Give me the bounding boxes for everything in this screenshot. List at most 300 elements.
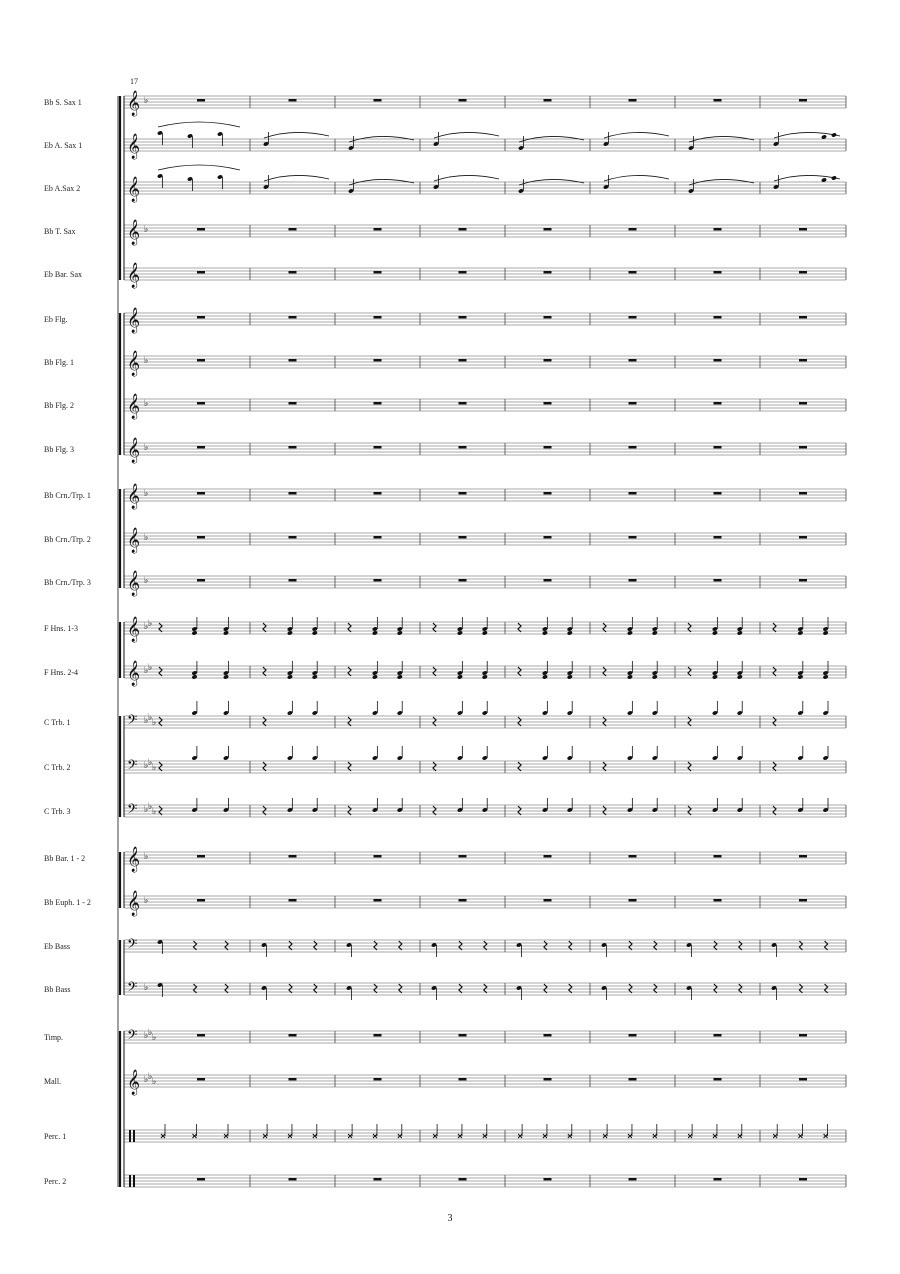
quarter-rest [484, 941, 487, 950]
staff-eb-a-sax-2 [124, 165, 846, 202]
quarter-rest [629, 941, 632, 950]
whole-rest [289, 1178, 297, 1180]
flat-sign: ♭ [148, 1028, 153, 1038]
whole-rest [714, 99, 722, 101]
quarter-rest [518, 762, 521, 771]
instrument-label: Bb T. Sax [44, 227, 76, 236]
quarter-rest [289, 941, 292, 950]
whole-rest [629, 1034, 637, 1036]
staff-perc-1 [124, 1124, 846, 1142]
instrument-label: C Trb. 1 [44, 718, 71, 727]
whole-rest [197, 359, 205, 361]
whole-rest [459, 271, 467, 273]
staff-eb-a-sax-1 [124, 122, 846, 159]
treble-clef: 𝄞 [127, 891, 141, 916]
staff-c-trb-2 [124, 746, 846, 776]
whole-rest [374, 579, 382, 581]
whole-rest [629, 579, 637, 581]
flat-sign: ♭ [148, 758, 153, 768]
whole-rest [799, 492, 807, 494]
whole-rest [629, 1078, 637, 1080]
whole-rest [629, 99, 637, 101]
quarter-rest [348, 667, 351, 676]
treble-clef: 𝄞 [127, 220, 141, 245]
bass-clef: 𝄢 [127, 1027, 138, 1046]
whole-rest [629, 536, 637, 538]
quarter-rest [654, 941, 657, 950]
quarter-rest [433, 762, 436, 771]
staff-eb-flg- [124, 307, 846, 333]
quarter-rest [348, 806, 351, 815]
whole-rest [629, 271, 637, 273]
whole-rest [714, 492, 722, 494]
quarter-rest [603, 623, 606, 632]
staff-eb-bar-sax [124, 262, 846, 288]
whole-rest [197, 579, 205, 581]
whole-rest [374, 446, 382, 448]
quarter-rest [739, 941, 742, 950]
quarter-rest [433, 806, 436, 815]
whole-rest [289, 99, 297, 101]
quarter-rest [159, 717, 162, 726]
quarter-rest [314, 941, 317, 950]
whole-rest [629, 899, 637, 901]
whole-rest [714, 1178, 722, 1180]
whole-rest [629, 316, 637, 318]
whole-rest [197, 1034, 205, 1036]
quarter-rest [263, 623, 266, 632]
quarter-rest [688, 806, 691, 815]
bass-clef: 𝄢 [127, 936, 138, 955]
whole-rest [374, 359, 382, 361]
instrument-label: Eb A.Sax 2 [44, 184, 81, 193]
staff-bb-crn-trp-1 [124, 483, 846, 509]
bass-clef: 𝄢 [127, 979, 138, 998]
whole-rest [459, 402, 467, 404]
staff-eb-bass [124, 936, 846, 957]
quarter-rest [825, 984, 828, 993]
quarter-rest [773, 717, 776, 726]
instrument-label: Bb Flg. 1 [44, 358, 75, 367]
whole-rest [714, 359, 722, 361]
flat-sign: ♭ [144, 622, 149, 632]
quarter-rest [518, 667, 521, 676]
whole-rest [714, 536, 722, 538]
instrument-labels [44, 98, 91, 1186]
whole-rest [374, 536, 382, 538]
slur [158, 122, 240, 127]
staff-c-trb-3 [124, 798, 846, 820]
quarter-rest [629, 984, 632, 993]
instrument-label: C Trb. 2 [44, 763, 71, 772]
quarter-rest [825, 941, 828, 950]
slur [774, 132, 840, 138]
whole-rest [374, 228, 382, 230]
staff-f-hns-1-3 [124, 616, 846, 642]
whole-rest [799, 1078, 807, 1080]
quarter-rest [518, 806, 521, 815]
slur [434, 132, 499, 138]
whole-rest [459, 1034, 467, 1036]
quarter-rest [544, 984, 547, 993]
quarter-rest [289, 984, 292, 993]
quarter-rest [348, 717, 351, 726]
instrument-label: Mall. [44, 1077, 62, 1086]
whole-rest [374, 492, 382, 494]
flat-sign: ♭ [144, 852, 149, 862]
whole-rest [629, 446, 637, 448]
whole-rest [459, 855, 467, 857]
whole-rest [714, 316, 722, 318]
quarter-rest [518, 623, 521, 632]
staff-bb-bar-1-2 [124, 846, 846, 872]
slur [434, 175, 499, 181]
staff-bb-t-sax [124, 219, 846, 245]
whole-rest [289, 899, 297, 901]
instrument-label: Timp. [44, 1033, 64, 1042]
whole-rest [544, 271, 552, 273]
whole-rest [374, 855, 382, 857]
whole-rest [629, 228, 637, 230]
whole-rest [197, 492, 205, 494]
quarter-rest [773, 667, 776, 676]
whole-rest [799, 316, 807, 318]
whole-rest [544, 446, 552, 448]
whole-rest [714, 1078, 722, 1080]
whole-rest [629, 402, 637, 404]
instrument-label: Bb Bass [44, 985, 71, 994]
quarter-rest [688, 623, 691, 632]
quarter-rest [225, 984, 228, 993]
whole-rest [289, 855, 297, 857]
quarter-rest [459, 941, 462, 950]
whole-rest [714, 855, 722, 857]
whole-rest [799, 855, 807, 857]
treble-clef: 𝄞 [127, 177, 141, 202]
quarter-rest [569, 941, 572, 950]
quarter-rest [159, 806, 162, 815]
whole-rest [544, 359, 552, 361]
quarter-rest [739, 984, 742, 993]
flat-sign: ♭ [144, 716, 149, 726]
treble-clef: 𝄞 [127, 438, 141, 463]
instrument-label: Eb Flg. [44, 315, 68, 324]
whole-rest [459, 228, 467, 230]
quarter-rest [714, 941, 717, 950]
whole-rest [197, 402, 205, 404]
instrument-label: Bb Flg. 3 [44, 445, 75, 454]
whole-rest [374, 99, 382, 101]
whole-rest [544, 855, 552, 857]
whole-rest [629, 855, 637, 857]
whole-rest [459, 359, 467, 361]
quarter-rest [603, 806, 606, 815]
flat-sign: ♭ [144, 489, 149, 499]
flat-sign: ♭ [148, 619, 153, 629]
quarter-rest [159, 762, 162, 771]
staff-bb-crn-trp-2 [124, 527, 846, 553]
quarter-rest [374, 941, 377, 950]
quarter-rest [263, 806, 266, 815]
flat-sign: ♭ [152, 1077, 157, 1087]
quarter-rest [544, 941, 547, 950]
whole-rest [289, 359, 297, 361]
whole-rest [544, 99, 552, 101]
quarter-rest [194, 941, 197, 950]
quarter-rest [799, 984, 802, 993]
bass-clef: 𝄢 [127, 712, 138, 731]
staff-bb-flg-2 [124, 393, 846, 419]
whole-rest [289, 316, 297, 318]
whole-rest [374, 271, 382, 273]
whole-rest [197, 1178, 205, 1180]
whole-rest [374, 1078, 382, 1080]
whole-rest [289, 402, 297, 404]
quarter-rest [688, 717, 691, 726]
whole-rest [544, 402, 552, 404]
instrument-label: Perc. 1 [44, 1132, 67, 1141]
whole-rest [459, 492, 467, 494]
slur [604, 175, 669, 181]
whole-rest [714, 402, 722, 404]
whole-rest [799, 271, 807, 273]
treble-clef: 𝄞 [127, 484, 141, 509]
whole-rest [799, 1178, 807, 1180]
quarter-rest [399, 984, 402, 993]
whole-rest [374, 1034, 382, 1036]
slur [264, 132, 329, 138]
whole-rest [374, 899, 382, 901]
whole-rest [799, 402, 807, 404]
quarter-rest [773, 806, 776, 815]
whole-rest [197, 228, 205, 230]
whole-rest [714, 1034, 722, 1036]
whole-rest [629, 1178, 637, 1180]
instrument-label: Eb Bass [44, 942, 70, 951]
treble-clef: 𝄞 [127, 847, 141, 872]
flat-sign: ♭ [144, 533, 149, 543]
quarter-rest [714, 984, 717, 993]
quarter-rest [688, 762, 691, 771]
whole-rest [799, 228, 807, 230]
bass-clef: 𝄢 [127, 801, 138, 820]
treble-clef: 𝄞 [127, 1070, 141, 1095]
treble-clef: 𝄞 [127, 263, 141, 288]
whole-rest [544, 492, 552, 494]
quarter-rest [484, 984, 487, 993]
instrument-label: F Hns. 2-4 [44, 668, 79, 677]
treble-clef: 𝄞 [127, 351, 141, 376]
whole-rest [289, 271, 297, 273]
quarter-rest [688, 667, 691, 676]
whole-rest [544, 1034, 552, 1036]
quarter-rest [459, 984, 462, 993]
staff-c-trb-1 [124, 701, 846, 731]
whole-rest [459, 316, 467, 318]
quarter-rest [433, 717, 436, 726]
whole-rest [544, 228, 552, 230]
whole-rest [374, 402, 382, 404]
staff-bb-bass [124, 979, 846, 1000]
whole-rest [799, 579, 807, 581]
quarter-rest [159, 667, 162, 676]
instrument-label: Bb Crn./Trp. 3 [44, 578, 91, 587]
whole-rest [799, 536, 807, 538]
whole-rest [459, 579, 467, 581]
whole-rest [289, 536, 297, 538]
flat-sign: ♭ [152, 718, 157, 728]
treble-clef: 𝄞 [127, 394, 141, 419]
quarter-rest [799, 941, 802, 950]
treble-clef: 𝄞 [127, 528, 141, 553]
whole-rest [459, 536, 467, 538]
whole-rest [459, 446, 467, 448]
percussion-clef [133, 1175, 135, 1187]
whole-rest [289, 1078, 297, 1080]
whole-rest [714, 228, 722, 230]
quarter-rest [314, 984, 317, 993]
staff-timp- [124, 1027, 846, 1046]
quarter-rest [263, 717, 266, 726]
quarter-rest [374, 984, 377, 993]
flat-sign: ♭ [144, 805, 149, 815]
whole-rest [459, 1078, 467, 1080]
flat-sign: ♭ [144, 225, 149, 235]
whole-rest [799, 99, 807, 101]
whole-rest [544, 1178, 552, 1180]
slur [774, 175, 840, 181]
flat-sign: ♭ [144, 896, 149, 906]
percussion-clef [133, 1130, 135, 1142]
whole-rest [714, 446, 722, 448]
staff-bb-euph-1-2 [124, 890, 846, 916]
quarter-rest [225, 941, 228, 950]
instrument-label: C Trb. 3 [44, 807, 71, 816]
instrument-label: Bb Crn./Trp. 1 [44, 491, 91, 500]
quarter-rest [159, 623, 162, 632]
bass-clef: 𝄢 [127, 757, 138, 776]
whole-rest [289, 1034, 297, 1036]
flat-sign: ♭ [144, 399, 149, 409]
whole-rest [714, 271, 722, 273]
quarter-rest [603, 667, 606, 676]
flat-sign: ♭ [152, 807, 157, 817]
slur [604, 132, 669, 138]
whole-rest [197, 271, 205, 273]
flat-sign: ♭ [144, 576, 149, 586]
flat-sign: ♭ [144, 356, 149, 366]
quarter-rest [263, 667, 266, 676]
whole-rest [799, 446, 807, 448]
staff-bb-crn-trp-3 [124, 570, 846, 596]
whole-rest [544, 1078, 552, 1080]
whole-rest [289, 446, 297, 448]
whole-rest [374, 1178, 382, 1180]
flat-sign: ♭ [144, 983, 149, 993]
whole-rest [197, 99, 205, 101]
quarter-rest [433, 623, 436, 632]
treble-clef: 𝄞 [127, 308, 141, 333]
quarter-rest [654, 984, 657, 993]
whole-rest [459, 1178, 467, 1180]
treble-clef: 𝄞 [127, 91, 141, 116]
flat-sign: ♭ [144, 1075, 149, 1085]
whole-rest [629, 359, 637, 361]
flat-sign: ♭ [152, 763, 157, 773]
instrument-label: Bb Crn./Trp. 2 [44, 535, 91, 544]
flat-sign: ♭ [144, 761, 149, 771]
treble-clef: 𝄞 [127, 617, 141, 642]
quarter-rest [518, 717, 521, 726]
treble-clef: 𝄞 [127, 571, 141, 596]
flat-sign: ♭ [148, 663, 153, 673]
whole-rest [799, 359, 807, 361]
quarter-rest [263, 762, 266, 771]
staff-bb-flg-1 [124, 350, 846, 376]
quarter-rest [569, 984, 572, 993]
slur [264, 175, 329, 181]
whole-rest [544, 536, 552, 538]
staff-bb-flg-3 [124, 437, 846, 463]
whole-rest [714, 579, 722, 581]
staff-mall- [124, 1069, 846, 1095]
instrument-label: Bb S. Sax 1 [44, 98, 82, 107]
whole-rest [197, 316, 205, 318]
quarter-rest [399, 941, 402, 950]
slur [158, 165, 240, 170]
flat-sign: ♭ [148, 802, 153, 812]
staff-bb-s-sax-1 [124, 90, 846, 116]
whole-rest [544, 316, 552, 318]
instrument-label: Bb Flg. 2 [44, 401, 75, 410]
whole-rest [197, 446, 205, 448]
whole-rest [374, 316, 382, 318]
quarter-rest [603, 762, 606, 771]
measure-number: 17 [130, 77, 138, 86]
whole-rest [197, 536, 205, 538]
instrument-label: Bb Bar. 1 - 2 [44, 854, 86, 863]
whole-rest [289, 579, 297, 581]
staff-f-hns-2-4 [124, 660, 846, 686]
whole-rest [714, 899, 722, 901]
quarter-rest [433, 667, 436, 676]
page-number: 3 [447, 1213, 453, 1224]
quarter-rest [194, 984, 197, 993]
flat-sign: ♭ [144, 666, 149, 676]
quarter-rest [603, 717, 606, 726]
quarter-rest [348, 623, 351, 632]
percussion-clef [129, 1130, 131, 1142]
flat-sign: ♭ [144, 96, 149, 106]
staff-perc-2 [124, 1175, 846, 1187]
whole-rest [459, 899, 467, 901]
instrument-label: F Hns. 1-3 [44, 624, 79, 633]
flat-sign: ♭ [144, 443, 149, 453]
whole-rest [799, 899, 807, 901]
percussion-clef [129, 1175, 131, 1187]
whole-rest [289, 228, 297, 230]
whole-rest [459, 99, 467, 101]
whole-rest [629, 492, 637, 494]
quarter-rest [773, 762, 776, 771]
instrument-label: Eb Bar. Sax [44, 270, 82, 279]
whole-rest [197, 899, 205, 901]
whole-rest [197, 855, 205, 857]
flat-sign: ♭ [152, 1033, 157, 1043]
flat-sign: ♭ [144, 1031, 149, 1041]
instrument-label: Bb Euph. 1 - 2 [44, 898, 91, 907]
whole-rest [289, 492, 297, 494]
